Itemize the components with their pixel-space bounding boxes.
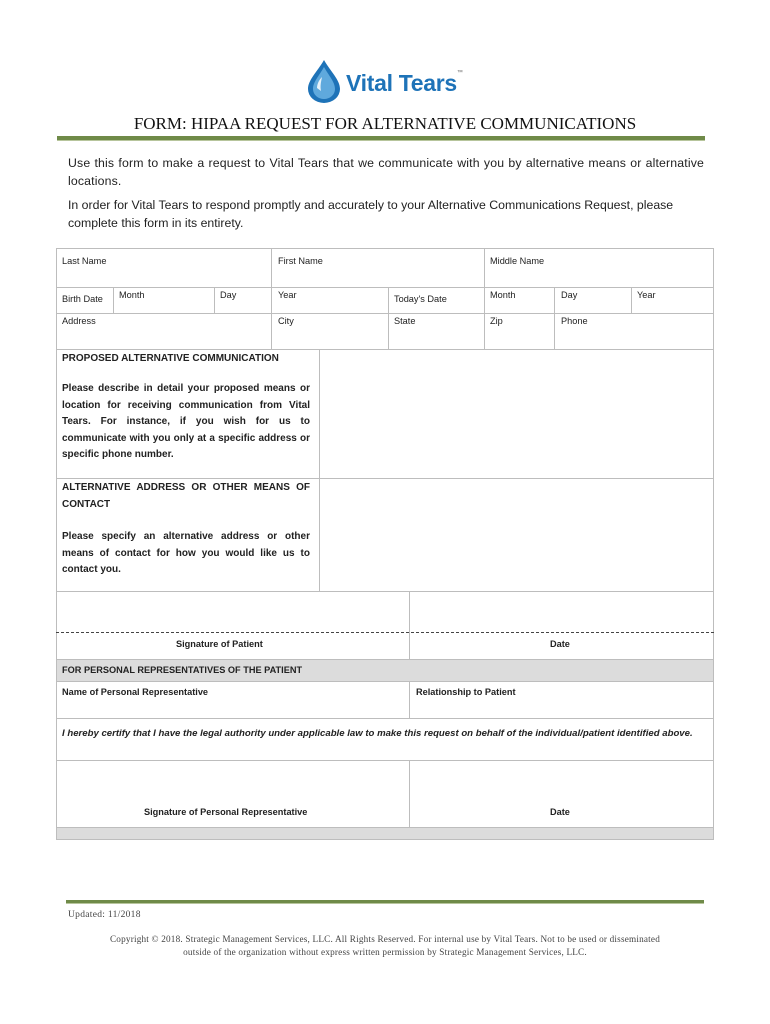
last-name-label: Last Name [62,256,107,266]
today-day-label: Day [561,290,578,300]
representative-name-label: Name of Personal Representative [62,687,209,697]
alternative-heading: ALTERNATIVE ADDRESS OR OTHER MEANS OF CONTACT [62,482,310,510]
birth-day-label: Day [220,290,237,300]
first-name-field[interactable] [271,248,484,288]
today-year-label: Year [637,290,656,300]
birth-month-label: Month [119,290,145,300]
alternative-input[interactable] [320,479,713,591]
footer-divider [66,900,704,904]
divider [388,287,389,314]
water-drop-icon [304,58,344,104]
zip-label: Zip [490,316,503,326]
address-label: Address [62,316,96,326]
proposed-heading: PROPOSED ALTERNATIVE COMMUNICATION [62,353,279,364]
form-bottom-bar [56,827,714,840]
first-name-label: First Name [278,256,323,266]
title-divider [57,136,705,141]
representative-date-label: Date [550,807,570,817]
representative-signature-field[interactable] [56,760,409,814]
birth-date-label: Birth Date [62,294,103,304]
certify-statement: I hereby certify that I have the legal authority under applicable law to make this request on behalf of the individual/patient identified above. [62,728,693,739]
phone-label: Phone [561,316,588,326]
copyright-line-1: Copyright © 2018. Strategic Management Services, LLC. All Rights Reserved. For internal use by Vital Tears. Not to be used or disseminated [109,934,660,944]
alternative-description: Please specify an alternative address or other means of contact for how you would like us to contact you. [62,531,310,575]
request-form [56,248,714,840]
today-month-label: Month [490,290,516,300]
intro-paragraph-2: In order for Vital Tears to respond promptly and accurately to your Alternative Communications Request, please complete this form in its entirety. [68,198,674,230]
updated-date: Updated: 11/2018 [68,910,141,920]
city-label: City [278,316,294,326]
form-title: FORM: HIPAA REQUEST FOR ALTERNATIVE COMMUNICATIONS [133,114,637,133]
representative-signature-label: Signature of Personal Representative [144,807,308,817]
signature-line [56,632,714,633]
proposed-input[interactable] [320,350,713,478]
todays-date-label: Today's Date [394,294,447,304]
patient-date-label: Date [550,639,570,649]
brand-name: Vital Tears™ [346,70,463,96]
last-name-field[interactable] [56,248,271,288]
patient-date-field[interactable] [409,591,714,631]
intro-paragraph-1: Use this form to make a request to Vital Tears that we communicate with you by alternative means or alternative locations. [68,156,704,188]
middle-name-label: Middle Name [490,256,545,266]
representative-heading: FOR PERSONAL REPRESENTATIVES OF THE PATIENT [62,665,303,675]
patient-signature-field[interactable] [56,591,409,631]
proposed-description: Please describe in detail your proposed means or location for receiving communication from Vital Tears. For instance, if you wish for us to communicate with you only at a specific address or specific phone number. [62,383,310,460]
patient-signature-label: Signature of Patient [176,639,263,649]
copyright-notice [60,933,710,958]
state-label: State [394,316,416,326]
vital-tears-logo [304,58,474,104]
middle-name-field[interactable] [484,248,714,288]
representative-date-field[interactable] [409,760,714,814]
copyright-line-2: outside of the organization without express written permission by Strategic Management Services, LLC. [183,946,587,957]
relationship-label: Relationship to Patient [416,687,516,697]
birth-year-label: Year [278,290,297,300]
